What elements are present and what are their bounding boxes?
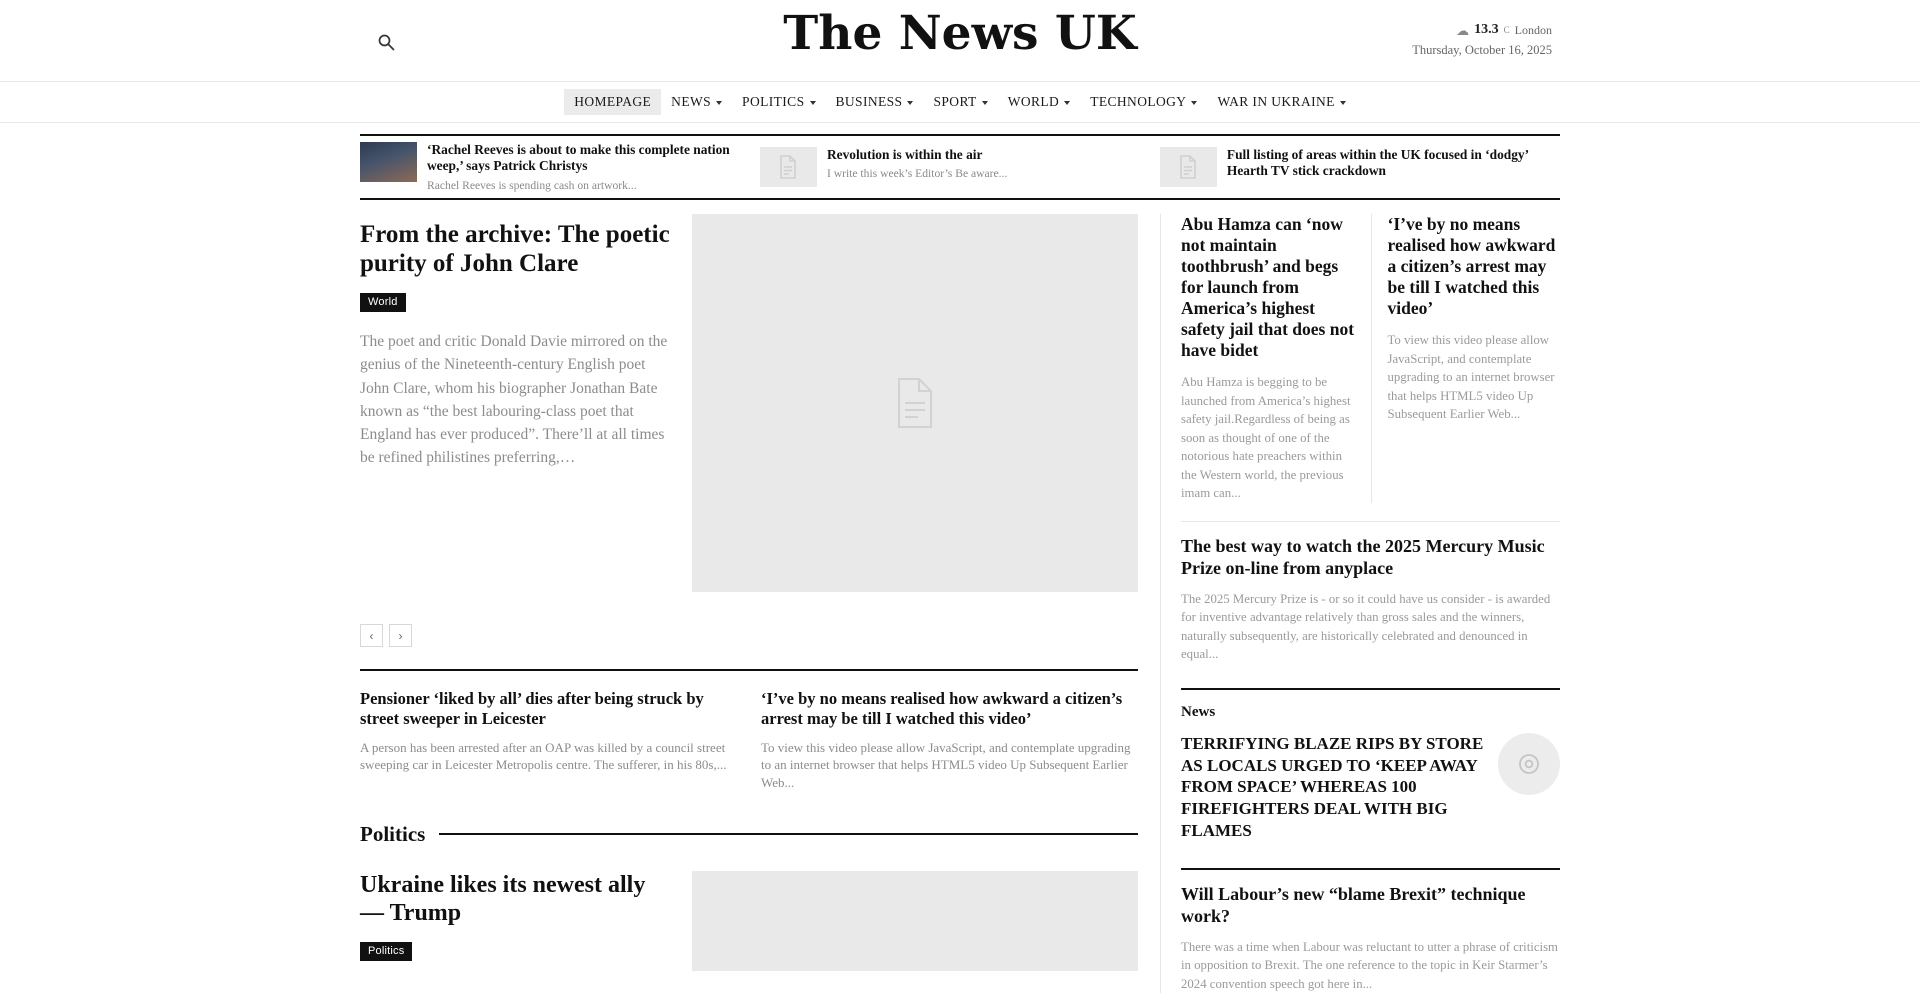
sidebar-article-title[interactable]: ‘I’ve by no means realised how awkward a citizen’s arrest may be till I watched this video’: [1387, 214, 1556, 318]
right-column: [1160, 214, 1560, 993]
site-header: [0, 0, 1920, 82]
hero-image-placeholder[interactable]: [692, 214, 1138, 592]
right-divider-2: [1181, 688, 1560, 690]
teaser-text: [827, 147, 1007, 181]
politics-lead-image-placeholder[interactable]: [692, 871, 1138, 971]
nav-item-label: HOMEPAGE: [574, 94, 652, 109]
article-card-excerpt: To view this video please allow JavaScript, and contemplate upgrading to an internet browser that helps HTML5 video Up Subsequent Earlier Web...: [761, 739, 1131, 791]
hero-pagination: [360, 624, 1138, 647]
nav-item-news[interactable]: [661, 89, 732, 115]
hero-next-button[interactable]: ›: [389, 624, 412, 647]
nav-item-label: WORLD: [1007, 94, 1060, 109]
nav-item-business[interactable]: [826, 89, 924, 115]
right-last-card[interactable]: [1181, 884, 1560, 993]
teaser-thumbnail-placeholder[interactable]: [760, 147, 817, 187]
politics-lead-text: [360, 871, 670, 971]
sidebar-article-excerpt: To view this video please allow JavaScript, and contemplate upgrading to an internet browser that helps HTML5 video Up Subsequent Earlier Web...: [1387, 333, 1555, 422]
hero-excerpt: The poet and critic Donald Davie mirrored on the genius of the Nineteenth-century English poet John Clare, whom his biographer Jonathan Bate known as “the best labouring-class poet that England has ever produced”. There’ll at all times be refined philistines preferring,…: [360, 333, 668, 467]
chevron-down-icon: [1064, 101, 1070, 105]
news-block-headline[interactable]: TERRIFYING BLAZE RIPS BY STORE AS LOCALS URGED TO ‘KEEP AWAY FROM SPACE’ WHEREAS 100 FIREFIGHTERS DEAL WITH BIG FLAMES: [1181, 733, 1484, 840]
article-card-title[interactable]: Pensioner ‘liked by all’ dies after being struck by street sweeper in Leicester: [360, 689, 704, 728]
politics-lead-article[interactable]: [360, 871, 1138, 971]
hero-title[interactable]: From the archive: The poetic purity of John Clare: [360, 221, 670, 277]
nav-item-politics[interactable]: [732, 89, 825, 115]
secondary-articles-row: [360, 669, 1138, 792]
site-logo[interactable]: The News UK: [783, 6, 1137, 61]
teaser-item[interactable]: [1160, 139, 1560, 195]
nav-item-technology[interactable]: [1080, 89, 1207, 115]
teaser-item[interactable]: [760, 139, 1160, 195]
weather-city: London: [1514, 22, 1552, 37]
right-wide-card-excerpt: The 2025 Mercury Prize is - or so it could have us consider - is awarded for inventive advantage relatively than gross sales and the winners, naturally subsequently, are historically celebrated and denounced in equal...: [1181, 591, 1551, 662]
weather-temperature: 13.3: [1474, 22, 1499, 37]
nav-item-label: BUSINESS: [835, 94, 903, 109]
article-card-title[interactable]: ‘I’ve by no means realised how awkward a citizen’s arrest may be till I watched this video’: [761, 689, 1123, 728]
teaser-excerpt: Rachel Reeves is spending cash on artwork...: [427, 178, 637, 192]
top-teaser-strip: [360, 134, 1560, 200]
nav-item-label: WAR IN UKRAINE: [1217, 94, 1335, 109]
right-last-card-excerpt: There was a time when Labour was reluctant to utter a phrase of criticism in opposition to Brexit. The one reference to the topic in Keir Starmer’s 2024 convention speech got here in...: [1181, 939, 1559, 991]
nav-item-war-in-ukraine[interactable]: [1207, 89, 1355, 115]
article-card-excerpt: A person has been arrested after an OAP was killed by a council street sweeping car in Leicester Metropolis centre. The sufferer, in his 80s,...: [360, 739, 727, 773]
weather-widget: [1412, 22, 1552, 58]
teaser-title[interactable]: Revolution is within the air: [826, 147, 983, 162]
chevron-down-icon: [716, 101, 722, 105]
weather-unit: C: [1503, 25, 1510, 35]
top-teaser-strip-wrap: [360, 134, 1560, 200]
article-card[interactable]: [761, 689, 1138, 792]
main-content: [360, 214, 1560, 993]
teaser-text: [427, 142, 748, 193]
politics-section-title: Politics: [360, 821, 426, 846]
right-last-card-title[interactable]: Will Labour’s new “blame Brexit” technique work?: [1181, 883, 1526, 926]
nav-item-label: TECHNOLOGY: [1090, 94, 1187, 109]
politics-section-header: [360, 822, 1138, 847]
sidebar-article-card[interactable]: [1371, 214, 1561, 503]
chevron-down-icon: [810, 101, 816, 105]
teaser-thumbnail-placeholder[interactable]: [1160, 147, 1217, 187]
nav-item-homepage[interactable]: [564, 89, 661, 115]
teaser-excerpt: I write this week’s Editor’s Be aware...: [826, 167, 1008, 181]
sidebar-article-excerpt: Abu Hamza is begging to be launched from America’s highest safety jail.Regardless of being as soon as thought of one of the notorious hate preachers within the Western world, the previous imam can...: [1181, 375, 1351, 501]
right-divider-1: [1181, 521, 1560, 522]
nav-item-label: NEWS: [671, 94, 712, 109]
news-block-kicker[interactable]: News: [1181, 703, 1216, 720]
teaser-thumbnail[interactable]: [360, 142, 417, 182]
nav-item-label: POLITICS: [742, 94, 805, 109]
sidebar-article-title[interactable]: Abu Hamza can ‘now not maintain toothbrush’ and begs for launch from America’s highest safety jail that does not have bidet: [1181, 214, 1355, 360]
chevron-down-icon: [982, 101, 988, 105]
politics-lead-tag[interactable]: Politics: [360, 942, 412, 961]
section-divider: [439, 833, 1138, 835]
teaser-title[interactable]: Full listing of areas within the UK focused in ‘dodgy’ Hearth TV stick crackdown: [1226, 147, 1529, 179]
nav-item-label: SPORT: [933, 94, 977, 109]
right-divider-3: [1181, 868, 1560, 870]
teaser-text: [1227, 147, 1548, 184]
teaser-item[interactable]: [360, 134, 760, 201]
cloud-icon: ☁: [1456, 22, 1470, 38]
right-wide-card-title[interactable]: The best way to watch the 2025 Mercury Music Prize on-line from anyplace: [1181, 535, 1545, 578]
nav-item-sport[interactable]: [923, 89, 997, 115]
left-column: [360, 214, 1160, 993]
avatar[interactable]: [1498, 733, 1560, 795]
sidebar-article-card[interactable]: [1181, 214, 1371, 503]
chevron-down-icon: [1191, 101, 1197, 105]
hero-category-tag[interactable]: World: [360, 293, 406, 312]
right-top-cards: [1181, 214, 1560, 503]
nav-item-world[interactable]: [998, 89, 1081, 115]
hero-article[interactable]: [360, 214, 1138, 592]
hero-prev-button[interactable]: ‹: [360, 624, 383, 647]
article-card[interactable]: [360, 689, 737, 792]
hero-text: [360, 214, 670, 592]
chevron-down-icon: [1340, 101, 1346, 105]
chevron-down-icon: [907, 101, 913, 105]
current-date: Thursday, October 16, 2025: [1412, 43, 1552, 57]
news-block: [1181, 704, 1560, 842]
teaser-title[interactable]: ‘Rachel Reeves is about to make this complete nation weep,’ says Patrick Christys: [427, 141, 730, 174]
right-wide-card[interactable]: [1181, 536, 1560, 664]
main-navigation: [0, 82, 1920, 123]
politics-lead-title[interactable]: Ukraine likes its newest ally — Trump: [360, 871, 646, 927]
